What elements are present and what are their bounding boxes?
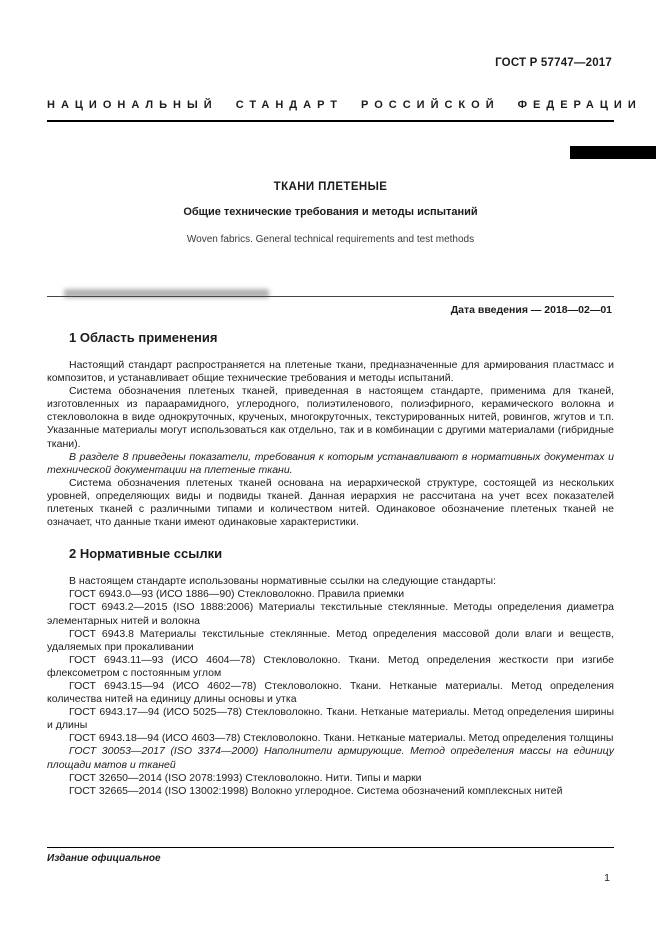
reference-item: ГОСТ 6943.0—93 (ИСО 1886—90) Стекловолокно. Правила приемки (69, 588, 405, 601)
separator-rule (47, 296, 614, 297)
effective-date: Дата введения — 2018—02—01 (450, 304, 612, 316)
reference-item: ГОСТ 6943.18—94 (ИСО 4603—78) Стекловолокно. Ткани. Нетканые материалы. Метод определения толщины (69, 732, 614, 745)
national-standard-banner: НАЦИОНАЛЬНЫЙ СТАНДАРТ РОССИЙСКОЙ ФЕДЕРАЦИИ (47, 99, 642, 111)
reference-item: ГОСТ 6943.15—94 (ИСО 4602—78) Стекловолокно. Ткани. Нетканые материалы. Метод определения количества нитей на единицу длины основы и утка (47, 679, 614, 706)
footer-rule (47, 847, 614, 848)
section-heading-scope: 1 Область применения (69, 330, 218, 345)
doc-title: ТКАНИ ПЛЕТЕНЫЕ (273, 181, 388, 193)
section-heading-references: 2 Нормативные ссылки (69, 546, 223, 562)
redaction-bar (570, 146, 656, 159)
header-rule (47, 120, 614, 122)
reference-item: ГОСТ 32650—2014 (ISO 2078:1993) Стекловолокно. Нити. Типы и марки (69, 771, 422, 784)
references-intro: В настоящем стандарте использованы нормативные ссылки на следующие стандарты: (69, 575, 496, 588)
reference-item-italic: ГОСТ 30053—2017 (ISO 3374—2000) Наполнители армирующие. Метод определения массы на единицу площади матов и тканей (47, 745, 614, 771)
reference-item: ГОСТ 6943.17—94 (ИСО 5025—78) Стекловолокно. Ткани. Нетканые материалы. Метод определения ширины и длины (47, 706, 614, 732)
scope-paragraph: Система обозначения плетеных тканей, приведенная в настоящем стандарте, применима для тканей, изготовленных из параарамидного, углеродного, полиэтиленового, полиэфирного, керамического волокна и стекловолокна в виде однокруточных, крученых, многокруточных, текстурированных нитей, ровингов, жгутов и т.п. Указанные материалы могут использоваться как отдельно, так и в комбинации с другими материалами (гибридные ткани). (47, 385, 614, 450)
document-body (47, 330, 614, 798)
edition-note: Издание официальное (47, 853, 161, 864)
reference-item: ГОСТ 32665—2014 (ISO 13002:1998) Волокно углеродное. Система обозначений комплексных нитей (69, 784, 563, 797)
scope-paragraph: Система обозначения плетеных тканей основана на иерархической структуре, состоящей из нескольких уровней, определяющих виды и подвиды тканей. Данная иерархия не рассчитана на учет всех показателей плетеных тканей с различными типами и количеством нитей. Одинаковое обозначение плетеных тканей не означает, что данные ткани имеют одинаковые характеристики. (47, 476, 614, 529)
doc-title-english: Woven fabrics. General technical requirements and test methods (186, 234, 475, 245)
page-number: 1 (604, 872, 610, 884)
reference-item: ГОСТ 6943.2—2015 (ISO 1888:2006) Материалы текстильные стеклянные. Методы определения диаметра элементарных нитей и волокна (47, 601, 614, 627)
title-block (47, 181, 614, 245)
reference-item: ГОСТ 6943.11—93 (ИСО 4604—78) Стекловолокно. Ткани. Метод определения жесткости при изгибе флексометром с постоянным углом (47, 653, 614, 679)
scope-paragraph: Настоящий стандарт распространяется на плетеные ткани, предназначенные для армирования пластмасс и композитов, и устанавливает общие технические требования и методы испытаний. (47, 359, 614, 385)
reference-item: ГОСТ 6943.8 Материалы текстильные стеклянные. Метод определения массовой доли влаги и веществ, удаляемых при прокаливании (47, 627, 614, 653)
doc-subtitle: Общие технические требования и методы испытаний (183, 206, 478, 218)
doc-number: ГОСТ Р 57747—2017 (495, 57, 612, 69)
scope-paragraph-italic: В разделе 8 приведены показатели, требования к которым устанавливают в нормативных документах и технической документации на плетеные ткани. (47, 450, 614, 476)
